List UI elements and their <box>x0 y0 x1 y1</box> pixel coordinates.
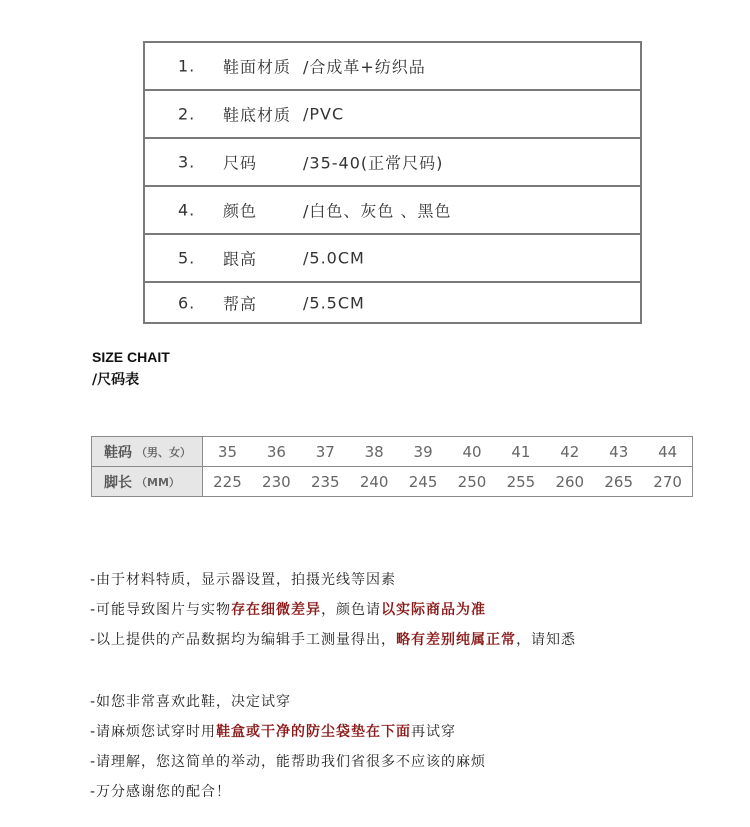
size-cell: 265 <box>604 472 634 491</box>
spec-label: 颜色 <box>223 201 258 221</box>
size-row-shoe-size <box>92 437 692 467</box>
note-highlight: 存在细微差异 <box>231 602 322 618</box>
spec-number: 6. <box>178 293 196 312</box>
spec-number: 4. <box>178 200 196 220</box>
spec-value: /5.5CM <box>303 293 365 312</box>
note-text: -可能导致图片与实物 <box>90 602 232 618</box>
size-cell: 36 <box>266 442 286 461</box>
size-cell: 240 <box>359 472 389 491</box>
spec-row-sole-material <box>145 91 640 139</box>
size-row-header <box>92 437 203 466</box>
spec-number: 5. <box>178 248 196 268</box>
size-cell: 235 <box>310 472 340 491</box>
spec-number: 1. <box>178 56 196 76</box>
note-text: -如您非常喜欢此鞋，决定试穿 <box>90 694 292 710</box>
spec-row-upper-material <box>145 43 640 91</box>
spec-row-color <box>145 187 640 235</box>
note-line <box>90 717 486 747</box>
size-row-header <box>92 467 203 496</box>
note-highlight: 略有差别纯属正常 <box>396 632 517 648</box>
spec-value: /合成革+纺织品 <box>303 57 426 77</box>
spec-row-heel-height <box>145 235 640 283</box>
note-text: ，颜色请 <box>321 602 382 618</box>
size-cell: 250 <box>457 472 487 491</box>
spec-number: 3. <box>178 152 196 172</box>
size-cell: 42 <box>560 442 580 461</box>
note-line <box>90 565 576 595</box>
size-row-values <box>203 467 692 496</box>
note-text: -请麻烦您试穿时用 <box>90 724 217 740</box>
size-cell: 44 <box>658 442 678 461</box>
size-cell: 260 <box>555 472 585 491</box>
note-text: 再试穿 <box>411 724 457 740</box>
note-line <box>90 777 486 807</box>
size-chart-title: SIZE CHAIT <box>92 349 170 365</box>
size-chart-subtitle: /尺码表 <box>92 372 140 388</box>
note-line <box>90 625 576 655</box>
size-cell: 230 <box>262 472 291 491</box>
spec-row-size <box>145 139 640 187</box>
size-cell: 37 <box>315 442 335 461</box>
size-chart-table <box>91 436 693 497</box>
size-cell: 35 <box>217 442 237 461</box>
size-cell: 43 <box>609 442 629 461</box>
size-cell: 225 <box>213 472 242 491</box>
note-text: -请理解，您这简单的举动，能帮助我们省很多不应该的麻烦 <box>90 754 487 770</box>
size-cell: 245 <box>408 472 438 491</box>
size-row-header-label: 鞋码 <box>104 444 132 461</box>
size-row-header-sub: （男、女） <box>136 445 191 459</box>
spec-row-upper-height <box>145 283 640 322</box>
size-cell: 39 <box>413 442 433 461</box>
spec-value: /35-40(正常尺码) <box>303 153 444 173</box>
size-row-values <box>203 437 692 466</box>
note-text: ，请知悉 <box>516 632 577 648</box>
note-text: -万分感谢您的配合！ <box>90 784 232 800</box>
spec-value: /PVC <box>303 104 345 124</box>
size-row-foot-length <box>92 467 692 496</box>
size-cell: 41 <box>511 442 531 461</box>
size-cell: 40 <box>462 442 482 461</box>
spec-value: /5.0CM <box>303 248 365 268</box>
note-highlight: 鞋盒或干净的防尘袋垫在下面 <box>216 724 412 740</box>
note-text: -由于材料特质，显示器设置，拍摄光线等因素 <box>90 572 397 588</box>
size-cell: 38 <box>364 442 384 461</box>
spec-label: 跟高 <box>223 249 258 269</box>
spec-label: 帮高 <box>223 294 258 313</box>
note-line <box>90 595 576 625</box>
spec-number: 2. <box>178 104 196 124</box>
size-row-header-sub: （MM） <box>136 475 180 489</box>
size-cell: 270 <box>653 472 682 491</box>
spec-label: 鞋底材质 <box>223 105 292 125</box>
spec-value: /白色、灰色 、黑色 <box>303 201 452 221</box>
spec-label: 尺码 <box>223 153 258 173</box>
size-row-header-label: 脚长 <box>104 474 132 491</box>
notes-try-on <box>90 687 486 807</box>
note-text: -以上提供的产品数据均为编辑手工测量得出， <box>90 632 397 648</box>
note-line <box>90 747 486 777</box>
notes-disclaimer <box>90 565 576 655</box>
size-cell: 255 <box>506 472 536 491</box>
note-highlight: 以实际商品为准 <box>381 602 487 618</box>
note-line <box>90 687 486 717</box>
spec-label: 鞋面材质 <box>223 57 292 77</box>
product-spec-table <box>143 41 642 324</box>
